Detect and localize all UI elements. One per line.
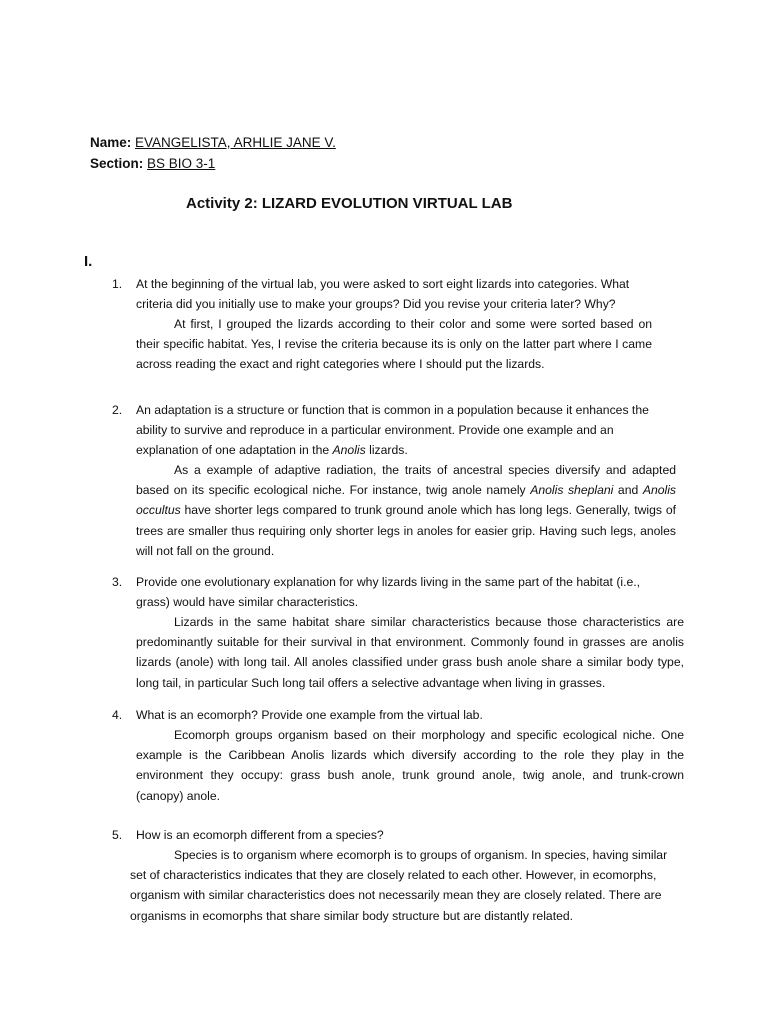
item-2-answer-text-c: have shorter legs compared to trunk ground anole which has long legs. Generally, twigs of trees are smaller thus requiring only shorter legs in anoles for easier grip. Having such legs, anoles will not fall on the ground. xyxy=(136,503,676,558)
item-2-answer-italic-1: Anolis sheplani xyxy=(530,483,614,498)
item-2-question-italic: Anolis xyxy=(332,443,366,458)
item-2-answer-italic-2: Anolis occultus xyxy=(136,483,677,518)
item-4-answer xyxy=(136,725,684,806)
item-5-question: How is an ecomorph different from a species? xyxy=(136,828,384,842)
item-1-question: At the beginning of the virtual lab, you were asked to sort eight lizards into categories. What criteria did you initially use to make your groups? Did you revise your criteria later? Why? xyxy=(136,277,630,312)
name-value: EVANGELISTA, ARHLIE JANE V. xyxy=(135,135,336,150)
name-line xyxy=(90,134,336,152)
item-3-number: 3. xyxy=(112,575,123,589)
item-4-number: 4. xyxy=(112,708,123,722)
item-5-number: 5. xyxy=(112,828,123,842)
item-3-answer xyxy=(136,612,684,693)
section-value: BS BIO 3-1 xyxy=(147,156,216,171)
item-2-answer xyxy=(136,460,676,561)
item-5-answer-text: Species is to organism where ecomorph is to groups of organism. In species, having similar set of characteristics indicates that they are closely related to each other. However, in ecomorphs, organism with similar characteristics does not necessarily mean they are closely related. There are organisms in ecomorphs that share similar body structure but are distantly related. xyxy=(130,848,668,923)
item-2-answer-text-b: and xyxy=(613,483,643,498)
item-2-answer-text-a: As a example of adaptive radiation, the traits of ancestral species diversify and adapted based on its specific ecological niche. For instance, twig anole namely xyxy=(136,463,676,498)
item-1-number: 1. xyxy=(112,277,123,291)
item-1-answer-text: At first, I grouped the lizards according to their color and some were sorted based on their specific habitat. Yes, I revise the criteria because its is only on the latter part where I came across reading the exact and right categories where I should put the lizards. xyxy=(136,317,652,372)
item-2-question-text-a: An adaptation is a structure or function that is common in a population because it enhances the ability to survive and reproduce in a particular environment. Provide one example and an explanation of one adaptation in the xyxy=(136,403,649,458)
item-3-answer-text: Lizards in the same habitat share similar characteristics because those characteristics are predominantly suitable for their survival in that environment. Commonly found in grasses are anolis lizards (anole) with long tail. All anoles classified under grass bush anole share a similar body type, long tail, in particular Such long tail offers a selective advantage when living in grasses. xyxy=(136,615,684,690)
section-label: Section: xyxy=(90,156,144,171)
part-heading: I. xyxy=(84,253,93,270)
section-line xyxy=(90,155,215,173)
item-2-question-text-b: lizards. xyxy=(365,443,408,458)
item-4-answer-text: Ecomorph groups organism based on their morphology and specific ecological niche. One example is the Caribbean Anolis lizards which diversify according to the role they play in the environment they occupy: grass bush anole, trunk ground anole, twig anole, and trunk-crown (canopy) anole. xyxy=(136,728,684,803)
item-2-number: 2. xyxy=(112,403,123,417)
item-1-answer xyxy=(136,314,652,375)
page-title: Activity 2: LIZARD EVOLUTION VIRTUAL LAB xyxy=(186,195,513,212)
item-4-question: What is an ecomorph? Provide one example from the virtual lab. xyxy=(136,708,483,722)
item-3-question: Provide one evolutionary explanation for why lizards living in the same part of the habitat (i.e., grass) would have similar characteristics. xyxy=(136,575,641,610)
item-2-question xyxy=(136,400,678,461)
name-label: Name: xyxy=(90,135,132,150)
item-5-answer xyxy=(130,845,686,926)
